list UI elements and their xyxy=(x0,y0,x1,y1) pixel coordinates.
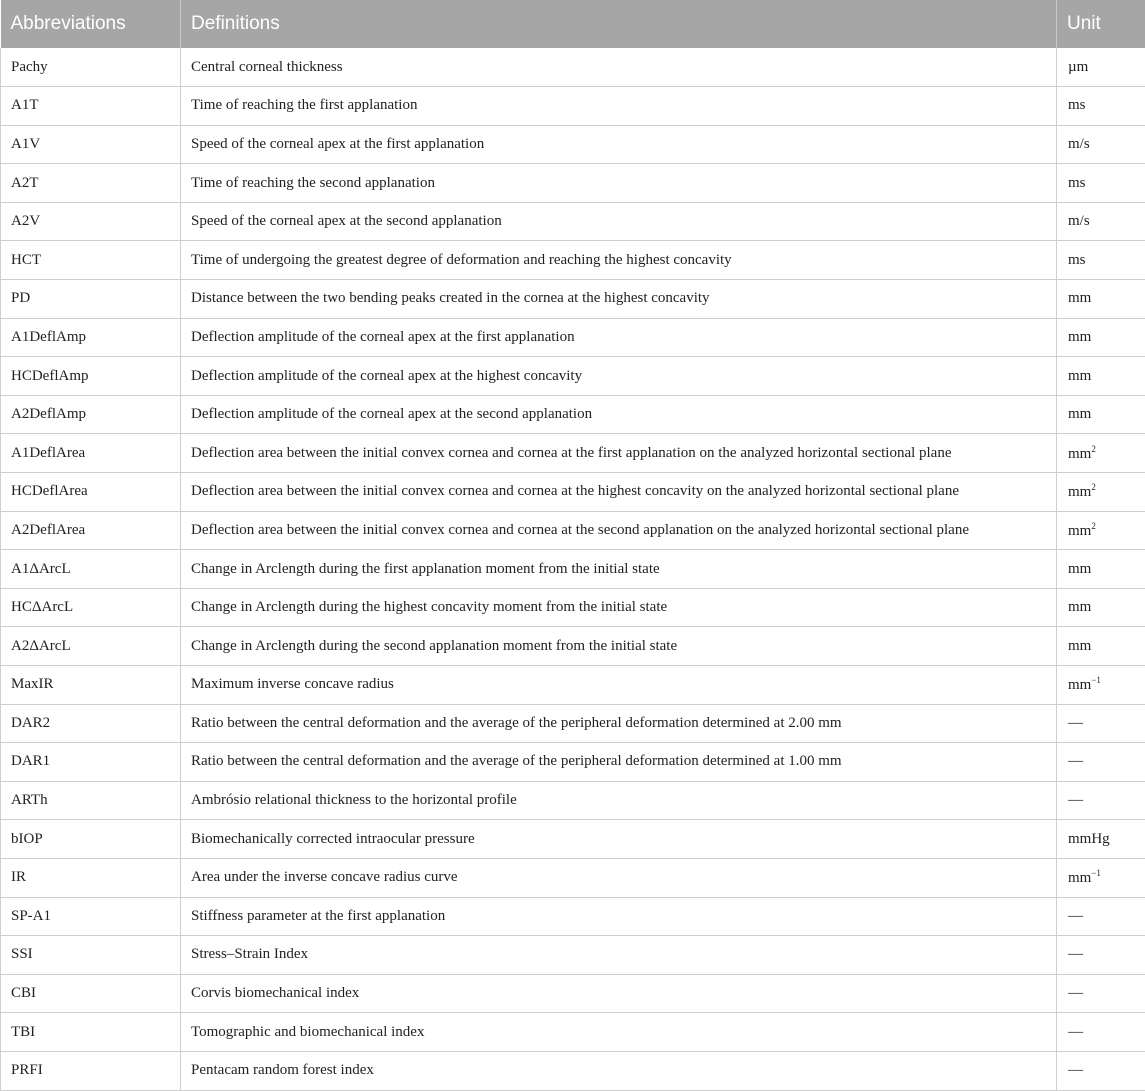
unit-value: ms xyxy=(1068,175,1086,191)
table-row xyxy=(1,1013,1145,1052)
definition-cell: Biomechanically corrected intraocular pressure xyxy=(181,820,1057,859)
unit-cell xyxy=(1057,897,1145,936)
table-row xyxy=(1,202,1145,241)
unit-value: m/s xyxy=(1068,136,1090,152)
unit-cell xyxy=(1057,87,1145,126)
unit-cell xyxy=(1057,511,1145,550)
unit-value: — xyxy=(1068,946,1083,962)
definition-cell: Maximum inverse concave radius xyxy=(181,666,1057,705)
unit-value: mm xyxy=(1068,870,1091,886)
table-body xyxy=(1,48,1145,1090)
unit-value: — xyxy=(1068,1062,1083,1078)
definition-cell: Pentacam random forest index xyxy=(181,1051,1057,1090)
definition-cell: Distance between the two bending peaks created in the cornea at the highest concavity xyxy=(181,280,1057,319)
unit-cell xyxy=(1057,820,1145,859)
table-row xyxy=(1,974,1145,1013)
abbreviation-cell: HCΔArcL xyxy=(1,588,181,627)
unit-cell xyxy=(1057,936,1145,975)
abbreviation-cell: SP-A1 xyxy=(1,897,181,936)
abbreviation-cell: HCDeflAmp xyxy=(1,357,181,396)
table-row xyxy=(1,511,1145,550)
abbreviation-cell: Pachy xyxy=(1,48,181,87)
unit-value: — xyxy=(1068,715,1083,731)
unit-value: µm xyxy=(1068,59,1088,75)
definition-cell: Deflection amplitude of the corneal apex at the second applanation xyxy=(181,395,1057,434)
abbreviation-cell: A2T xyxy=(1,164,181,203)
unit-exponent: −1 xyxy=(1091,868,1101,878)
table-header xyxy=(1,0,1145,48)
definition-cell: Ratio between the central deformation and the average of the peripheral deformation determined at 1.00 mm xyxy=(181,743,1057,782)
abbreviation-cell: A1T xyxy=(1,87,181,126)
abbreviation-cell: MaxIR xyxy=(1,666,181,705)
table-row xyxy=(1,627,1145,666)
unit-value: — xyxy=(1068,908,1083,924)
definition-cell: Area under the inverse concave radius curve xyxy=(181,858,1057,897)
unit-cell xyxy=(1057,164,1145,203)
table-row xyxy=(1,434,1145,473)
abbreviation-cell: A1ΔArcL xyxy=(1,550,181,589)
abbreviation-cell: A1V xyxy=(1,125,181,164)
abbreviation-cell: HCDeflArea xyxy=(1,473,181,512)
unit-cell xyxy=(1057,357,1145,396)
unit-exponent: 2 xyxy=(1091,482,1096,492)
unit-value: — xyxy=(1068,753,1083,769)
unit-exponent: 2 xyxy=(1091,521,1096,531)
unit-cell xyxy=(1057,434,1145,473)
table-row xyxy=(1,743,1145,782)
table-row xyxy=(1,550,1145,589)
abbreviation-cell: bIOP xyxy=(1,820,181,859)
unit-cell xyxy=(1057,666,1145,705)
abbreviation-cell: A2ΔArcL xyxy=(1,627,181,666)
definition-cell: Stress–Strain Index xyxy=(181,936,1057,975)
table-row xyxy=(1,87,1145,126)
table-row xyxy=(1,666,1145,705)
table-row xyxy=(1,704,1145,743)
table-row xyxy=(1,473,1145,512)
unit-exponent: 2 xyxy=(1091,444,1096,454)
abbreviation-cell: A2V xyxy=(1,202,181,241)
abbreviation-cell: SSI xyxy=(1,936,181,975)
definition-cell: Corvis biomechanical index xyxy=(181,974,1057,1013)
unit-cell xyxy=(1057,395,1145,434)
definition-cell: Speed of the corneal apex at the second applanation xyxy=(181,202,1057,241)
abbreviation-cell: A2DeflArea xyxy=(1,511,181,550)
header-abbreviations: Abbreviations xyxy=(1,0,181,48)
unit-value: m/s xyxy=(1068,213,1090,229)
abbreviation-cell: DAR1 xyxy=(1,743,181,782)
unit-cell xyxy=(1057,318,1145,357)
unit-cell xyxy=(1057,125,1145,164)
abbreviation-cell: PRFI xyxy=(1,1051,181,1090)
definition-cell: Change in Arclength during the highest concavity moment from the initial state xyxy=(181,588,1057,627)
unit-cell xyxy=(1057,781,1145,820)
definition-cell: Deflection area between the initial convex cornea and cornea at the first applanation on the analyzed horizontal sectional plane xyxy=(181,434,1057,473)
unit-value: ms xyxy=(1068,97,1086,113)
definition-cell: Deflection area between the initial convex cornea and cornea at the highest concavity on the analyzed horizontal sectional plane xyxy=(181,473,1057,512)
definition-cell: Tomographic and biomechanical index xyxy=(181,1013,1057,1052)
unit-value: — xyxy=(1068,985,1083,1001)
abbreviation-cell: CBI xyxy=(1,974,181,1013)
unit-value: — xyxy=(1068,792,1083,808)
definition-cell: Change in Arclength during the first applanation moment from the initial state xyxy=(181,550,1057,589)
definition-cell: Change in Arclength during the second applanation moment from the initial state xyxy=(181,627,1057,666)
header-definitions: Definitions xyxy=(181,0,1057,48)
table-row xyxy=(1,241,1145,280)
unit-value: mm xyxy=(1068,484,1091,500)
unit-value: mm xyxy=(1068,677,1091,693)
table-row xyxy=(1,897,1145,936)
definition-cell: Deflection area between the initial convex cornea and cornea at the second applanation on the analyzed horizontal sectional plane xyxy=(181,511,1057,550)
header-unit: Unit xyxy=(1057,0,1145,48)
unit-value: mm xyxy=(1068,638,1091,654)
unit-value: ms xyxy=(1068,252,1086,268)
definition-cell: Time of undergoing the greatest degree of deformation and reaching the highest concavity xyxy=(181,241,1057,280)
definition-cell: Time of reaching the first applanation xyxy=(181,87,1057,126)
definition-cell: Ambrósio relational thickness to the horizontal profile xyxy=(181,781,1057,820)
unit-cell xyxy=(1057,1051,1145,1090)
definition-cell: Central corneal thickness xyxy=(181,48,1057,87)
unit-value: mm xyxy=(1068,446,1091,462)
unit-value: mmHg xyxy=(1068,831,1110,847)
abbreviation-cell: PD xyxy=(1,280,181,319)
table-row xyxy=(1,1051,1145,1090)
abbreviation-cell: A1DeflArea xyxy=(1,434,181,473)
unit-exponent: −1 xyxy=(1091,675,1101,685)
unit-cell xyxy=(1057,858,1145,897)
definition-cell: Ratio between the central deformation and the average of the peripheral deformation determined at 2.00 mm xyxy=(181,704,1057,743)
unit-value: mm xyxy=(1068,523,1091,539)
unit-cell xyxy=(1057,550,1145,589)
table-row xyxy=(1,858,1145,897)
abbreviation-cell: ARTh xyxy=(1,781,181,820)
definition-cell: Deflection amplitude of the corneal apex at the first applanation xyxy=(181,318,1057,357)
definition-cell: Stiffness parameter at the first applanation xyxy=(181,897,1057,936)
table-row xyxy=(1,48,1145,87)
definition-cell: Time of reaching the second applanation xyxy=(181,164,1057,203)
unit-cell xyxy=(1057,627,1145,666)
unit-value: mm xyxy=(1068,368,1091,384)
unit-cell xyxy=(1057,241,1145,280)
table-row xyxy=(1,318,1145,357)
unit-cell xyxy=(1057,743,1145,782)
unit-cell xyxy=(1057,202,1145,241)
abbreviation-cell: DAR2 xyxy=(1,704,181,743)
unit-value: mm xyxy=(1068,329,1091,345)
table-row xyxy=(1,588,1145,627)
abbreviation-cell: HCT xyxy=(1,241,181,280)
unit-cell xyxy=(1057,473,1145,512)
abbreviation-cell: TBI xyxy=(1,1013,181,1052)
definition-cell: Deflection amplitude of the corneal apex at the highest concavity xyxy=(181,357,1057,396)
table-row xyxy=(1,357,1145,396)
table-row xyxy=(1,395,1145,434)
header-row xyxy=(1,0,1145,48)
table-row xyxy=(1,125,1145,164)
unit-cell xyxy=(1057,48,1145,87)
unit-value: — xyxy=(1068,1024,1083,1040)
unit-value: mm xyxy=(1068,599,1091,615)
definition-cell: Speed of the corneal apex at the first applanation xyxy=(181,125,1057,164)
table-row xyxy=(1,936,1145,975)
table-row xyxy=(1,280,1145,319)
table-row xyxy=(1,781,1145,820)
unit-cell xyxy=(1057,588,1145,627)
abbreviation-cell: IR xyxy=(1,858,181,897)
unit-cell xyxy=(1057,1013,1145,1052)
unit-cell xyxy=(1057,704,1145,743)
unit-value: mm xyxy=(1068,290,1091,306)
unit-cell xyxy=(1057,974,1145,1013)
unit-value: mm xyxy=(1068,561,1091,577)
table-row xyxy=(1,820,1145,859)
unit-value: mm xyxy=(1068,406,1091,422)
abbreviation-cell: A2DeflAmp xyxy=(1,395,181,434)
unit-cell xyxy=(1057,280,1145,319)
abbreviation-cell: A1DeflAmp xyxy=(1,318,181,357)
table-row xyxy=(1,164,1145,203)
